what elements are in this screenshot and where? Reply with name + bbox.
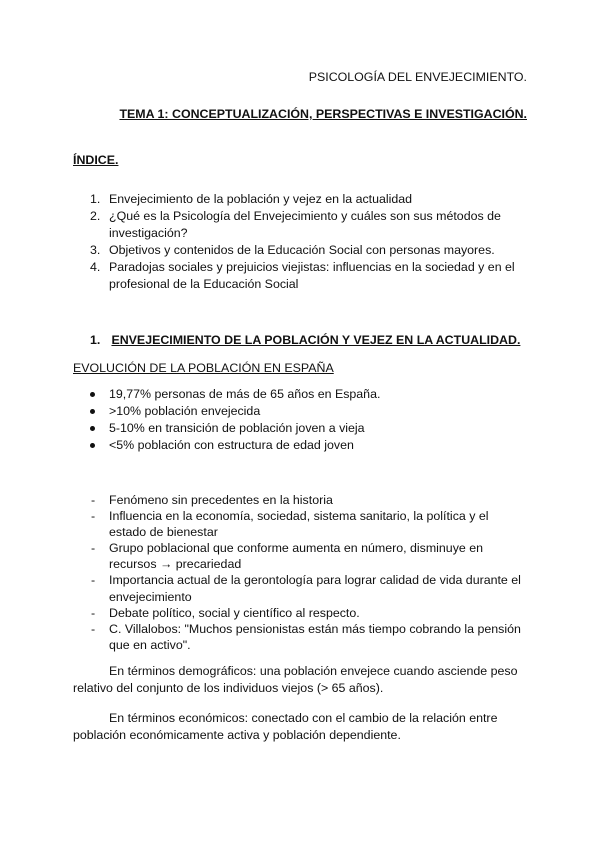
bullet-icon — [90, 409, 95, 414]
course-title: PSICOLOGÍA DEL ENVEJECIMIENTO. — [308, 70, 527, 84]
list-item: 5-10% en transición de población joven a vieja — [73, 420, 380, 437]
bullet-icon — [90, 392, 95, 397]
list-item: >10% población envejecida — [73, 403, 380, 420]
list-item: <5% población con estructura de edad joven — [73, 437, 380, 454]
list-item: 19,77% personas de más de 65 años en España. — [73, 386, 380, 403]
list-item: - Importancia actual de la gerontología para lograr calidad de vida durante el envejecimiento — [91, 573, 521, 604]
notes-list — [73, 492, 528, 653]
paragraph-demographic: En términos demográficos: una población envejece cuando asciende peso relativo del conjunto de los individuos viejos (> 65 años). — [73, 664, 518, 695]
index-item: 3. Objetivos y contenidos de la Educación Social con personas mayores. — [90, 243, 495, 257]
section-title: ENVEJECIMIENTO DE LA POBLACIÓN Y VEJEZ EN LA ACTUALIDAD. — [111, 333, 521, 347]
list-item: - Fenómeno sin precedentes en la historia — [91, 493, 333, 507]
topic-title: TEMA 1: CONCEPTUALIZACIÓN, PERSPECTIVAS E INVESTIGACIÓN. — [119, 107, 527, 121]
stats-list — [73, 386, 380, 454]
list-item: - Debate político, social y científico al respecto. — [91, 605, 360, 620]
list-item: - Grupo poblacional que conforme aumenta en número, disminuye en recursos → precariedad — [91, 541, 484, 572]
index-title: ÍNDICE. — [73, 153, 119, 167]
list-item: - Influencia en la economía, sociedad, sistema sanitario, la política y el estado de bienestar — [91, 509, 489, 540]
index-item: 4. Paradojas sociales y prejuicios viejistas: influencias en la sociedad y en el profesional de la Educación Social — [90, 260, 515, 291]
list-item: - C. Villalobos: "Muchos pensionistas están más tiempo cobrando la pensión que en activo". — [91, 621, 521, 652]
index-item: 1. Envejecimiento de la población y vejez en la actualidad — [90, 192, 413, 206]
bullet-icon — [90, 443, 95, 448]
section-subtitle: EVOLUCIÓN DE LA POBLACIÓN EN ESPAÑA — [73, 361, 334, 375]
paragraph-economic: En términos económicos: conectado con el cambio de la relación entre población económicamente activa y población dependiente. — [73, 711, 498, 742]
index-item: 2. ¿Qué es la Psicología del Envejecimiento y cuáles son sus métodos de investigación? — [90, 209, 501, 240]
section-heading: 1. ENVEJECIMIENTO DE LA POBLACIÓN Y VEJEZ EN LA ACTUALIDAD. — [90, 333, 521, 347]
bullet-icon — [90, 426, 95, 431]
index-list — [73, 191, 523, 293]
